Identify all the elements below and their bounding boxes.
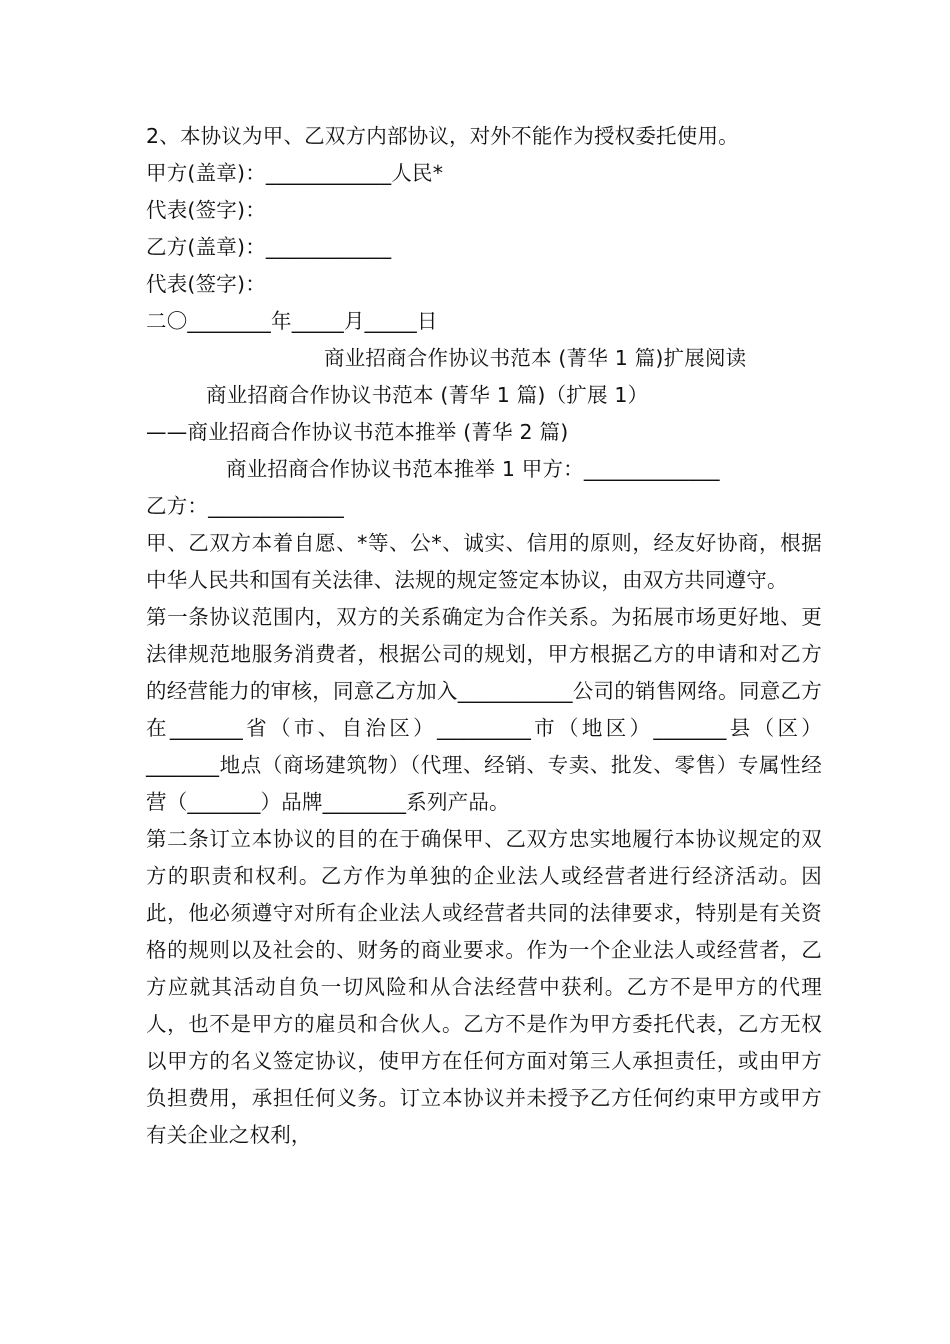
date-line: 二〇________年_____月_____日 <box>146 309 438 333</box>
party-b-seal-line: 乙方(盖章)：____________ <box>146 235 392 259</box>
extended-heading-1: 商业招商合作协议书范本 (菁华 1 篇)（扩展 1） <box>206 383 649 407</box>
clause-2-line: 2、本协议为甲、乙双方内部协议，对外不能作为授权委托使用。 <box>146 124 739 148</box>
extended-reading-heading: 商业招商合作协议书范本 (菁华 1 篇)扩展阅读 <box>324 346 747 370</box>
recommendation-1-party-a-line: 商业招商合作协议书范本推举 1 甲方：_____________ <box>226 457 720 481</box>
article-2-paragraph: 第二条订立本协议的目的在于确保甲、乙双方忠实地履行本协议规定的双方的职责和权利。乙方作为单独的企业法人或经营者进行经济活动。因此，他必须遵守对所有企业法人或经营者共同的法律要求，特别是有关资格的规则以及社会的、财务的商业要求。作为一个企业法人或经营者，乙方应就其活动自负一切风险和从合法经营中获利。乙方不是甲方的代理人，也不是甲方的雇员和合伙人。乙方不是作为甲方委托代表，乙方无权以甲方的名义签定协议，使甲方在任何方面对第三人承担责任，或由甲方负担费用，承担任何义务。订立本协议并未授予乙方任何约束甲方或甲方有关企业之权利， <box>146 827 822 1147</box>
recommendation-1-party-b-line: 乙方：_____________ <box>146 494 344 518</box>
party-a-seal-line: 甲方(盖章)：____________人民* <box>146 161 444 185</box>
article-1-paragraph: 第一条协议范围内，双方的关系确定为合作关系。为拓展市场更好地、更法律规范地服务消费者，根据公司的规划，甲方根据乙方的申请和对乙方的经营能力的审核，同意乙方加入___________公司的销售网络。同意乙方在_______省（市、自治区）_________市（地区）_______县（区）_______地点（商场建筑物）（代理、经销、专卖、批发、零售）专属性经营（_______）品牌________系列产品。 <box>146 605 822 814</box>
party-b-representative-line: 代表(签字)： <box>146 272 266 296</box>
document-body <box>146 118 822 1154</box>
preamble-paragraph: 甲、乙双方本着自愿、*等、公*、诚实、信用的原则，经友好协商，根据中华人民共和国有关法律、法规的规定签定本协议，由双方共同遵守。 <box>146 531 822 592</box>
party-a-representative-line: 代表(签字)： <box>146 198 266 222</box>
recommendation-heading: ——商业招商合作协议书范本推举 (菁华 2 篇) <box>146 420 569 444</box>
